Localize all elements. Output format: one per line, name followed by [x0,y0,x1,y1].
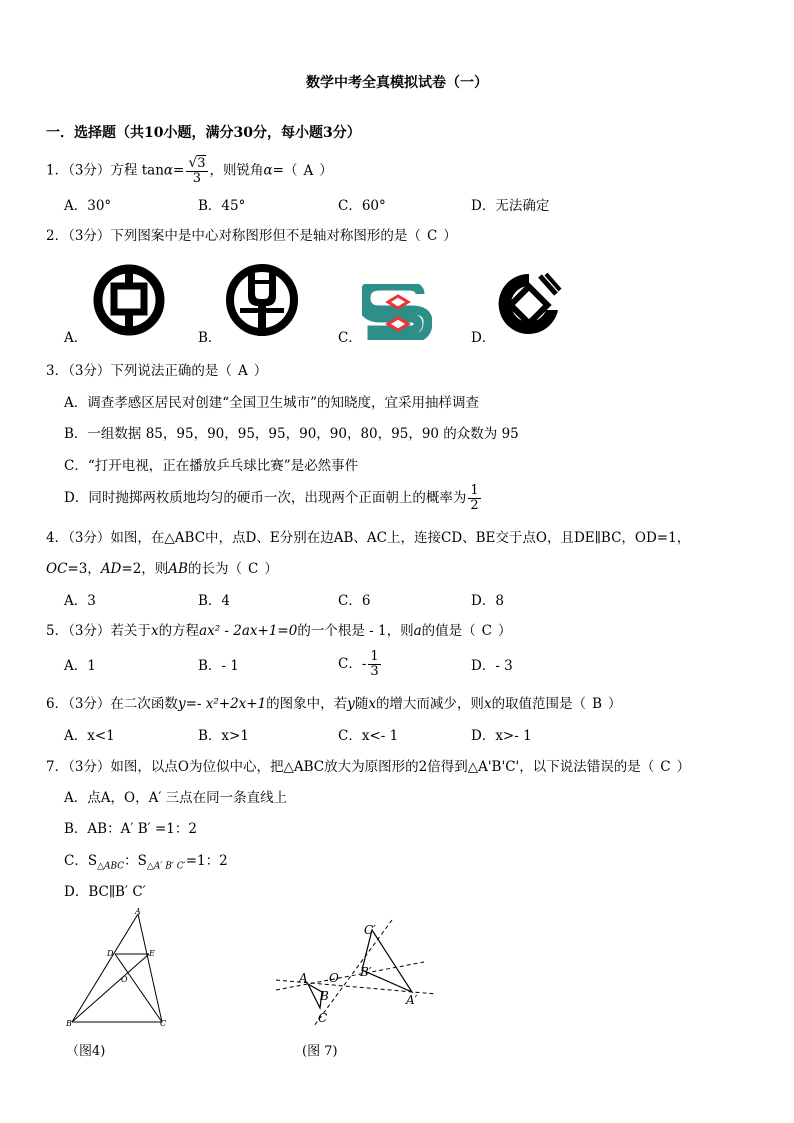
q5-option-d: D．- 3 [471,658,513,674]
bank-of-china-logo [92,262,166,338]
page-title: 数学中考全真模拟试卷（一） [306,75,488,91]
q7-option-a: A．点A，O，A′ 三点在同一条直线上 [64,790,288,806]
question-4-line-1: 4．（3分）如图，在△ABC中，点D、E分别在边AB、AC上，连接CD、BE交于点O，且DE∥BC，OD=1， [46,530,691,546]
q6-option-c: C．x<- 1 [338,728,399,744]
fig4-label-o: O [121,975,128,984]
question-4-line-2: OC=3，AD=2，则AB的长为（ C ） [46,561,278,577]
q2-label-a: A． [64,330,88,346]
fig7-label-b: B [320,989,329,1003]
q4-option-a: A．3 [64,593,96,609]
q6-option-a: A．x<1 [64,728,115,744]
q5-option-a: A．1 [64,658,96,674]
q3-option-a: A．调查孝感区居民对创建“全国卫生城市”的知晓度，宜采用抽样调查 [64,395,480,411]
q1-option-b: B．45° [198,198,246,214]
figure-4-caption: （图4) [66,1044,106,1059]
fig7-label-b-prime: B′ [360,965,372,979]
construction-bank-logo [496,270,562,338]
answer-4: C [247,561,259,577]
fraction-one-third: $\frac{1}{3}$ [370,649,379,679]
fig4-label-c: C [160,1019,167,1028]
fig4-label-e: E [149,949,155,958]
q1-option-a: A．30° [64,198,112,214]
q7-option-b: B．AB：A′ B′ =1：2 [64,821,197,837]
fig7-label-o: O [329,971,339,985]
answer-5: C [481,623,492,639]
q1-option-d: D．无法确定 [471,198,550,214]
fig7-label-a-prime: A′ [406,993,418,1007]
q4-option-d: D．8 [471,593,504,609]
question-6: 6．（3分）在二次函数y=- x²+2x+1的图象中，若y随x的增大而减少，则x的取值范围是（ B ） [46,696,622,712]
fig7-label-a: A [299,971,308,985]
q4-option-c: C．6 [338,593,371,609]
fig4-label-a: A [135,908,141,916]
q4-option-b: B．4 [198,593,231,609]
figure-7-homothety [274,918,438,1028]
q2-label-b: B． [198,330,222,346]
q2-label-d: D． [471,330,496,346]
q1-option-c: C．60° [338,198,386,214]
question-1: 1．（3分）方程 tanα= $\frac{√3}{3}$ ，则锐角α=（ A ） [46,155,333,186]
answer-7: C [660,759,671,775]
agricultural-bank-logo [224,262,300,338]
question-2: 2．（3分）下列图案中是中心对称图形但不是轴对称图形的是（ C ） [46,228,457,244]
fig4-label-d: D [107,949,114,958]
q3-option-d: D．同时抛掷两枚质地均匀的硬币一次，出现两个正面朝上的概率为 $\frac{1}{2}$ [64,483,479,513]
fraction-sqrt3-over-3: $\frac{√3}{3}$ [188,155,206,186]
q3-option-b: B．一组数据 85，95，90，95，95，90，90，80，95，90 的众数为 95 [64,426,519,442]
answer-3: A [237,363,248,379]
question-5: 5．（3分）若关于x的方程ax² - 2ax+1=0的一个根是 - 1，则a的值是（ C ） [46,623,512,639]
fraction-one-half: $\frac{1}{2}$ [470,483,479,513]
q7-option-c: C．$S_{\triangle ABC}$：$S_{\triangle A' B' C'}=1$：2 [64,853,228,872]
figure-4-triangle [62,908,178,1030]
fig7-label-c: C [318,1011,328,1025]
q5-option-c: C．- $\frac{1}{3}$ [338,649,379,679]
answer-2: C [426,228,438,244]
q6-option-d: D．x>- 1 [471,728,532,744]
q6-option-b: B．x>1 [198,728,249,744]
question-7: 7．（3分）如图，以点O为位似中心，把△ABC放大为原图形的2倍得到△A'B'C'，以下说法错误的是（ C ） [46,759,691,775]
q5-option-b: B．- 1 [198,658,239,674]
q3-option-c: C．“打开电视，正在播放乒乓球比赛”是必然事件 [64,458,359,474]
fig4-label-b: B [66,1019,72,1028]
figure-7-caption: (图 7) [302,1044,338,1059]
answer-1: A [303,162,314,179]
q2-label-c: C． [338,330,362,346]
answer-6: B [592,696,602,712]
fig7-label-c-prime: C′ [364,923,376,937]
q7-option-d: D．BC∥B′ C′ [64,884,146,900]
section-heading: 一．选择题（共10小题，满分30分，每小题3分） [46,125,361,141]
s-shape-logo [362,284,432,340]
question-3: 3．（3分）下列说法正确的是（ A ） [46,363,268,379]
